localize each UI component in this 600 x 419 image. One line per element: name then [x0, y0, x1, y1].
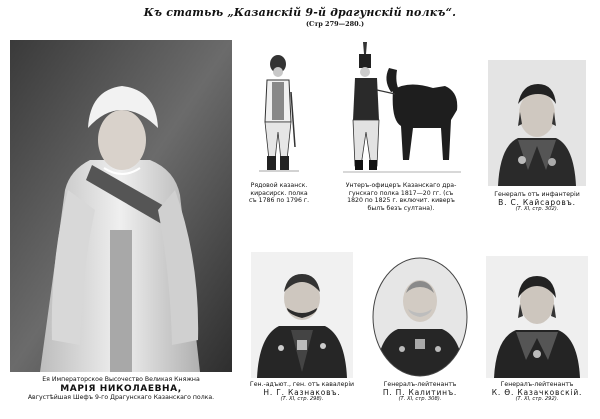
caption-reference: (Т. XI, стр. 292). [515, 396, 559, 403]
caption-line: гунскаго полка 1817—20 гг. (съ [348, 189, 454, 197]
caption-kaznakov [238, 381, 366, 404]
caption-name: Н. Г. Казнаковъ. [263, 387, 341, 397]
caption-line: кирасирск. полка [250, 189, 308, 197]
caption-reference: (Т. XI, стр. 308). [398, 396, 442, 403]
caption-reference: (Т. XI, стр. 302). [515, 206, 559, 213]
caption-line: Унтеръ-офицеръ Казанскаго дра- [345, 182, 457, 189]
portrait-kalitin [372, 257, 468, 377]
illustration-dragoon-nco-horse [333, 40, 469, 180]
caption-maria-nikolaevna [4, 376, 238, 401]
caption-line: былъ безъ султана). [367, 204, 435, 212]
portrait-kaisarov [488, 60, 586, 186]
page-header-title: Къ статьѣ „Казанскiй 9-й драгунскiй полкъ“. [143, 6, 457, 19]
caption-line: Генералъ-лейтенантъ [500, 381, 574, 388]
caption-name: П. П. Калитинъ. [382, 387, 458, 397]
caption-line: Генералъ-лейтенантъ [383, 381, 457, 388]
illustration-cuirassier-private [249, 52, 307, 174]
page-reference: (Стр 279—280.) [305, 20, 365, 28]
caption-name: В. С. Кайсаровъ. [498, 197, 576, 207]
caption-cuirassier-private [240, 182, 318, 205]
portrait-maria-nikolaevna [10, 40, 232, 372]
caption-line: Рядовой казанск. [250, 182, 308, 189]
caption-kazachkovsky [476, 381, 598, 404]
caption-kalitin [362, 381, 478, 404]
caption-line: Августѣйшая Шефъ 9-го Драгунскаго Казанскаго полка. [27, 393, 215, 401]
caption-name: МАРIЯ НИКОЛАЕВНА, [60, 383, 182, 394]
caption-line: съ 1786 по 1796 г. [248, 197, 310, 205]
caption-reference: (Т. XI, стр. 298). [280, 396, 324, 403]
caption-line: 1820 по 1825 г. включит. киверъ [347, 197, 455, 205]
caption-line: Ген.-адъют., ген. отъ кавалерiи [249, 381, 355, 388]
portrait-kaznakov [251, 252, 353, 378]
caption-name: К. Ѳ. Казачковскiй. [491, 387, 583, 397]
caption-dragoon-nco [322, 182, 480, 212]
caption-kaisarov [478, 191, 596, 214]
portrait-kazachkovsky [486, 256, 588, 378]
caption-line: Ея Императорское Высочество Великая Княжна [42, 376, 200, 383]
caption-line: Генералъ отъ инфантерiи [494, 191, 580, 198]
